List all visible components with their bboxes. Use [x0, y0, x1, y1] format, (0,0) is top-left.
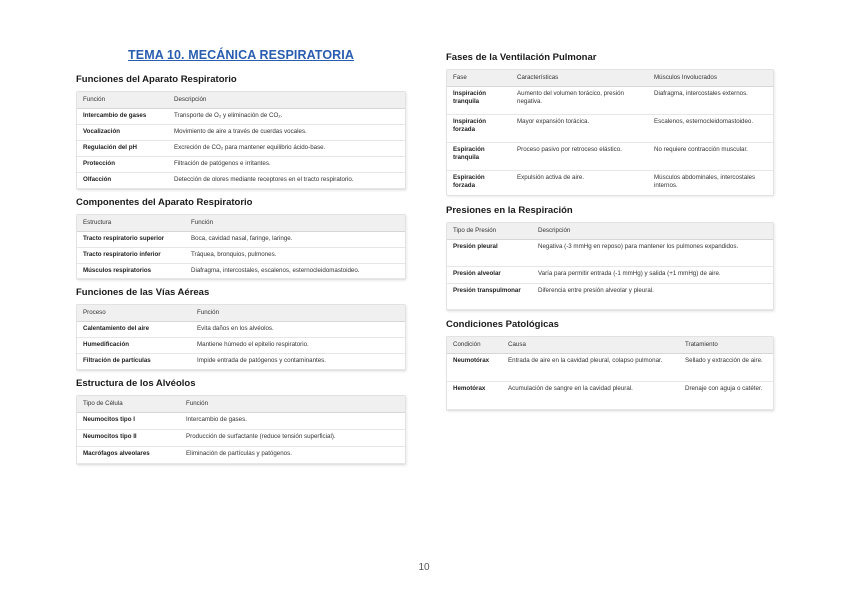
table-row: [447, 170, 773, 196]
table-cell: Eliminación de partículas y patógenos.: [180, 446, 405, 463]
table-cell: Espiración forzada: [447, 170, 511, 196]
table-cell: Intercambio de gases: [77, 108, 168, 124]
table-cell: Producción de surfactante (reduce tensión superficial).: [180, 429, 405, 446]
table-header-row: [77, 305, 405, 321]
table-row: [77, 353, 405, 369]
section-vias-aereas: [76, 287, 406, 371]
table-row: [77, 337, 405, 353]
table-cell: Humedificación: [77, 337, 191, 353]
table-header-row: [77, 396, 405, 412]
table-cell: Impide entrada de patógenos y contaminantes.: [191, 353, 405, 369]
section-componentes: [76, 197, 406, 280]
table-header-row: [447, 70, 773, 86]
table-presiones: [446, 222, 774, 311]
table-row: [77, 156, 405, 172]
section-heading: Estructura de los Alvéolos: [76, 378, 196, 389]
column-header: Músculos Involucrados: [648, 70, 773, 86]
table-row: [447, 266, 773, 283]
table-cell: Tracto respiratorio inferior: [77, 247, 185, 263]
table-cell: Diafragma, intercostales, escalenos, esternocleidomastoideo.: [185, 263, 405, 279]
column-header: Causa: [502, 337, 679, 353]
table-cell: Boca, cavidad nasal, faringe, laringe.: [185, 231, 405, 247]
column-header: Descripción: [532, 223, 773, 239]
table-cell: Presión pleural: [447, 239, 532, 266]
table-cell: Expulsión activa de aire.: [511, 170, 648, 196]
table-cell: Excreción de CO₂ para mantener equilibrio ácido-base.: [168, 140, 405, 156]
table-cell: Inspiración forzada: [447, 114, 511, 142]
table-cell: Presión alveolar: [447, 266, 532, 283]
table-row: [77, 321, 405, 337]
section-heading: Funciones del Aparato Respiratorio: [76, 74, 237, 85]
table-vias-aereas: [76, 304, 406, 371]
document-title: TEMA 10. MECÁNICA RESPIRATORIA: [128, 48, 354, 62]
section-presiones: [446, 205, 774, 311]
column-header: Estructura: [77, 215, 185, 231]
column-header: Función: [185, 215, 405, 231]
table-alveolos: [76, 395, 406, 465]
table-cell: Evita daños en los alvéolos.: [191, 321, 405, 337]
section-heading: Condiciones Patológicas: [446, 319, 559, 330]
table-row: [77, 412, 405, 429]
table-componentes: [76, 214, 406, 280]
table-cell: Filtración de patógenos e irritantes.: [168, 156, 405, 172]
table-row: [77, 429, 405, 446]
table-row: [447, 353, 773, 381]
table-cell: Movimiento de aire a través de cuerdas vocales.: [168, 124, 405, 140]
table-cell: Filtración de partículas: [77, 353, 191, 369]
table-header-row: [77, 215, 405, 231]
column-header: Función: [77, 92, 168, 108]
table-row: [77, 172, 405, 188]
table-cell: Neumotórax: [447, 353, 502, 381]
table-cell: Regulación del pH: [77, 140, 168, 156]
table-cell: Vocalización: [77, 124, 168, 140]
table-cell: Varía para permitir entrada (-1 mmHg) y salida (+1 mmHg) de aire.: [532, 266, 773, 283]
section-patologicas: [446, 319, 774, 411]
table-cell: Neumocitos tipo I: [77, 412, 180, 429]
section-funciones-aparato: [76, 74, 406, 190]
table-row: [447, 239, 773, 266]
table-row: [77, 247, 405, 263]
column-header: Función: [191, 305, 405, 321]
table-row: [447, 381, 773, 409]
table-cell: Mantiene húmedo el epitelio respiratorio.: [191, 337, 405, 353]
table-cell: Macrófagos alveolares: [77, 446, 180, 463]
section-heading: Componentes del Aparato Respiratorio: [76, 197, 253, 208]
table-cell: Tracto respiratorio superior: [77, 231, 185, 247]
table-row: [77, 446, 405, 463]
table-cell: Sellado y extracción de aire.: [679, 353, 773, 381]
column-header: Fase: [447, 70, 511, 86]
table-cell: Espiración tranquila: [447, 142, 511, 170]
section-fases: [446, 52, 774, 196]
section-alveolos: [76, 378, 406, 465]
column-header: Proceso: [77, 305, 191, 321]
table-cell: Hemotórax: [447, 381, 502, 409]
section-heading: Presiones en la Respiración: [446, 205, 573, 216]
table-cell: Transporte de O₂ y eliminación de CO₂.: [168, 108, 405, 124]
table-cell: Entrada de aire en la cavidad pleural, colapso pulmonar.: [502, 353, 679, 381]
table-cell: Diferencia entre presión alveolar y pleural.: [532, 283, 773, 309]
table-cell: Tráquea, bronquios, pulmones.: [185, 247, 405, 263]
table-row: [447, 283, 773, 309]
table-row: [447, 114, 773, 142]
table-row: [77, 124, 405, 140]
table-cell: No requiere contracción muscular.: [648, 142, 773, 170]
table-header-row: [447, 223, 773, 239]
column-header: Características: [511, 70, 648, 86]
page-number: 10: [418, 562, 430, 573]
table-row: [447, 86, 773, 114]
table-cell: Músculos abdominales, intercostales internos.: [648, 170, 773, 196]
table-funciones-aparato: [76, 91, 406, 190]
table-row: [77, 263, 405, 279]
column-header: Descripción: [168, 92, 405, 108]
table-cell: Drenaje con aguja o catéter.: [679, 381, 773, 409]
table-fases: [446, 69, 774, 196]
column-header: Tratamiento: [679, 337, 773, 353]
table-cell: Músculos respiratorios: [77, 263, 185, 279]
table-cell: Neumocitos tipo II: [77, 429, 180, 446]
table-row: [77, 231, 405, 247]
table-cell: Negativa (-3 mmHg en reposo) para mantener los pulmones expandidos.: [532, 239, 773, 266]
table-row: [447, 142, 773, 170]
table-cell: Intercambio de gases.: [180, 412, 405, 429]
column-header: Función: [180, 396, 405, 412]
column-header: Tipo de Presión: [447, 223, 532, 239]
section-heading: Funciones de las Vías Aéreas: [76, 287, 210, 298]
table-cell: Presión transpulmonar: [447, 283, 532, 309]
table-cell: Diafragma, intercostales externos.: [648, 86, 773, 114]
column-header: Condición: [447, 337, 502, 353]
column-header: Tipo de Célula: [77, 396, 180, 412]
table-header-row: [447, 337, 773, 353]
table-cell: Calentamiento del aire: [77, 321, 191, 337]
section-heading: Fases de la Ventilación Pulmonar: [446, 52, 597, 63]
table-cell: Detección de olores mediante receptores en el tracto respiratorio.: [168, 172, 405, 188]
table-row: [77, 140, 405, 156]
table-cell: Inspiración tranquila: [447, 86, 511, 114]
table-cell: Protección: [77, 156, 168, 172]
table-cell: Proceso pasivo por retroceso elástico.: [511, 142, 648, 170]
table-cell: Olfacción: [77, 172, 168, 188]
table-cell: Escalenos, esternocleidomastoideo.: [648, 114, 773, 142]
table-cell: Acumulación de sangre en la cavidad pleural.: [502, 381, 679, 409]
table-patologicas: [446, 336, 774, 411]
table-cell: Aumento del volumen torácico, presión negativa.: [511, 86, 648, 114]
table-cell: Mayor expansión torácica.: [511, 114, 648, 142]
table-row: [77, 108, 405, 124]
table-header-row: [77, 92, 405, 108]
